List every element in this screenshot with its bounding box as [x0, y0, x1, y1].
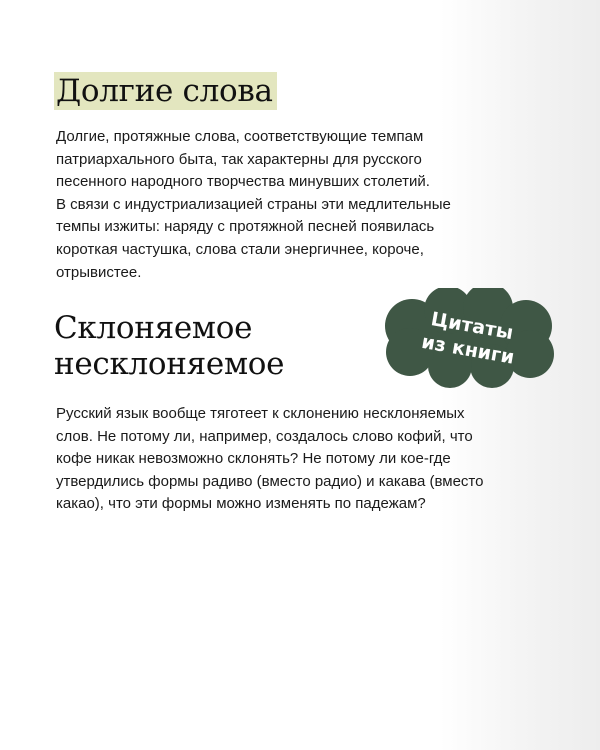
quotes-badge	[380, 288, 560, 388]
section-heading-declinable: Склоняемое несклоняемое	[54, 310, 285, 382]
section-body-declinable: Русский язык вообще тяготеет к склонению несклоняемых слов. Не потому ли, например, создалось слово кофий, что кофе никак невозможно склонять? Не потому ли кое-где утвердились формы радиво (вместо радио) и какава (вместо какао), что эти формы можно изменять по падежам?	[56, 405, 484, 513]
section-heading-long-words: Долгие слова	[54, 72, 277, 110]
quotes-badge-label: Цитаты из книги	[419, 308, 516, 369]
section-body-long-words: Долгие, протяжные слова, соответствующие темпам патриархального быта, так характерны для русского песенного народного творчества минувших столетий. В связи с индустриализацией страны эти медлительные темпы изжиты: наряду с протяжной песней появилась короткая частушка, слова стали энергичнее, короче, отрывистее.	[56, 128, 451, 281]
